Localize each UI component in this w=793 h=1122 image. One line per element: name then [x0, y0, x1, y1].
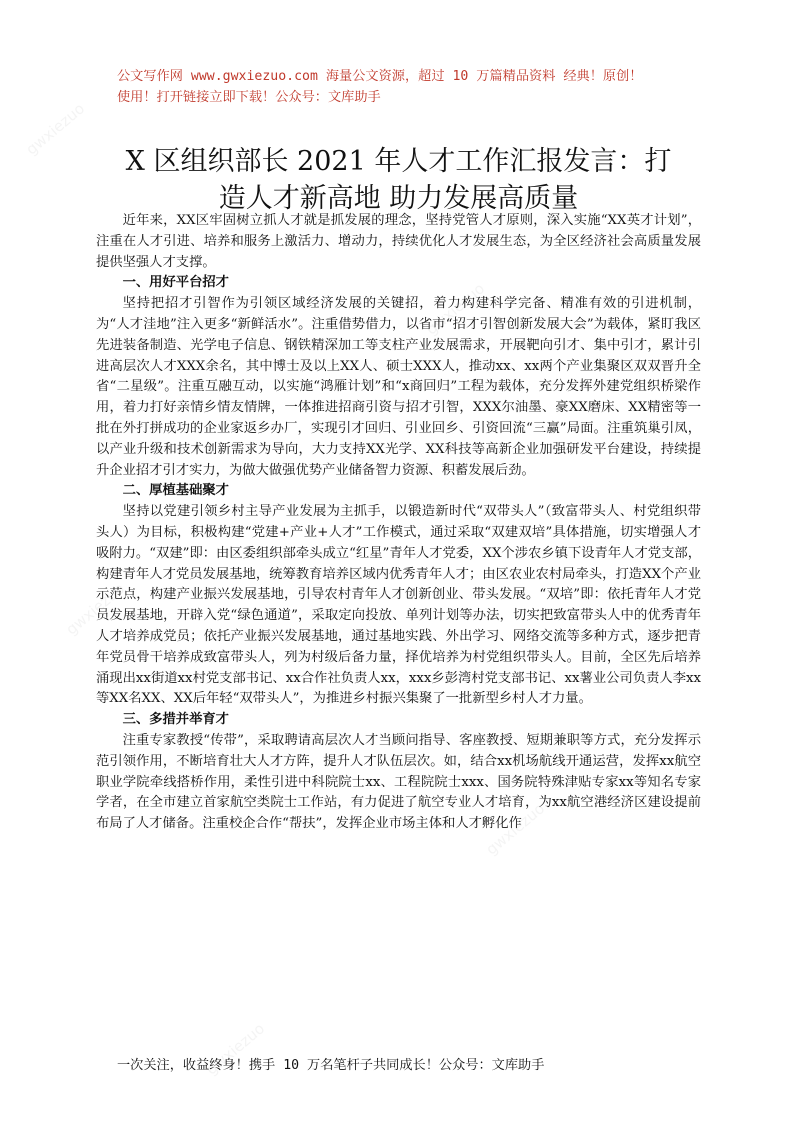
header-line-1: 公文写作网 www.gwxiezuo.com 海量公文资源，超过 10 万篇精品资料 经典！原创！: [117, 69, 643, 84]
intro-paragraph: 近年来，XX区牢固树立抓人才就是抓发展的理念，坚持党管人才原则，深入实施“XX英才计划”，注重在人才引进、培养和服务上激活力、增动力，持续优化人才发展生态，为全区经济社会高质量发展提供坚强人才支撑。: [96, 213, 701, 270]
section-2-heading: 二、厚植基础聚才: [122, 483, 229, 499]
section-2-body: 坚持以党建引领乡村主导产业发展为主抓手，以锻造新时代“双带头人”（致富带头人、村党组织带头人）为目标，积极构建“党建+产业+人才”工作模式，通过采取“双建双培”具体措施，切实增强人才吸附力。“双建”即：由区委组织部牵头成立“红星”青年人才党委，XX个涉农乡镇下设青年人才党支部，构建青年人才党员发展基地，统筹教育培养区域内优秀青年人才；由区农业农村局牵头，打造XX个产业示范点，构建产业振兴发展基地，引导农村青年人才创新创业、带头发展。“双培”即：依托青年人才党员发展基地，开辟入党“绿色通道”，采取定向投放、单列计划等办法，切实把致富带头人中的优秀青年人才培养成党员；依托产业振兴发展基地，通过基地实践、外出学习、网络交流等多种方式，逐步把青年党员骨干培养成致富带头人，列为村级后备力量，择优培养为村党组织带头人。目前，全区先后培养涌现出xx街道xx村党支部书记、xx合作社负责人xx，xxx乡彭湾村党支部书记、xx薯业公司负责人李xx等XX名XX、XX后年轻“双带头人”，为推进乡村振兴集聚了一批新型乡村人才力量。: [96, 504, 701, 707]
document-title: [96, 143, 701, 217]
watermark: gwxiezuo: [62, 579, 129, 639]
title-line-2: 造人才新高地 助力发展高质量: [218, 183, 579, 214]
title-line-1: X 区组织部长 2021 年人才工作汇报发言：打: [125, 146, 672, 177]
section-1-body: 坚持把招才引智作为引领区域经济发展的关键招，着力构建科学完备、精准有效的引进机制，为“人才洼地”注入更多“新鲜活水”。注重借势借力，以省市“招才引智创新发展大会”为载体，紧盯我区先进装备制造、光学电子信息、钢铁精深加工等支柱产业发展需求，开展靶向引才、集中引才，累计引进高层次人才XXX余名，其中博士及以上XX人、硕士XXX人，推动xx、xx两个产业集聚区双双晋升全省“二星级”。注重互融互动，以实施“鸿雁计划”和“x商回归”工程为载体，充分发挥外建党组织桥梁作用，着力打好亲情乡情友情牌，一体推进招商引资与招才引智，XXX尔油墨、豪XX磨床、XX精密等一批在外打拼成功的企业家返乡办厂，实现引才回归、引业回乡、引资回流“三赢”局面。注重筑巢引凤，以产业升级和技术创新需求为导向，大力支持XX光学、XX科技等高新企业加强研发平台建设，持续提升企业招才引才实力，为做大做强优势产业储备智力资源、积蓄发展后劲。: [96, 296, 701, 478]
document-header: [117, 66, 697, 108]
document-footer: 一次关注，收益终身！携手 10 万名笔杆子共同成长！公众号：文库助手: [117, 1058, 545, 1073]
header-line-2: 使用！打开链接立即下载！公众号：文库助手: [117, 90, 381, 105]
document-body: [96, 211, 701, 835]
watermark: gwxiezuo: [482, 799, 549, 859]
watermark: gwxiezuo: [422, 279, 489, 339]
section-1-heading: 一、用好平台招才: [122, 275, 229, 291]
watermark: gwxiezuo: [22, 99, 89, 159]
section-3-heading: 三、多措并举育才: [122, 712, 229, 728]
watermark: gwxiezuo: [202, 1019, 269, 1079]
section-3-body: 注重专家教授“传带”，采取聘请高层次人才当顾问指导、客座教授、短期兼职等方式，充分发挥示范引领作用，不断培育壮大人才方阵，提升人才队伍层次。如，结合xx机场航线开通运营，发挥xx航空职业学院牵线搭桥作用，柔性引进中科院院士xx、工程院院士xxx、国务院特殊津贴专家xx等知名专家学者，在全市建立首家航空类院士工作站，有力促进了航空专业人才培育，为xx航空港经济区建设提前布局了人才储备。注重校企合作“帮扶”，发挥企业市场主体和人才孵化作: [96, 732, 701, 832]
